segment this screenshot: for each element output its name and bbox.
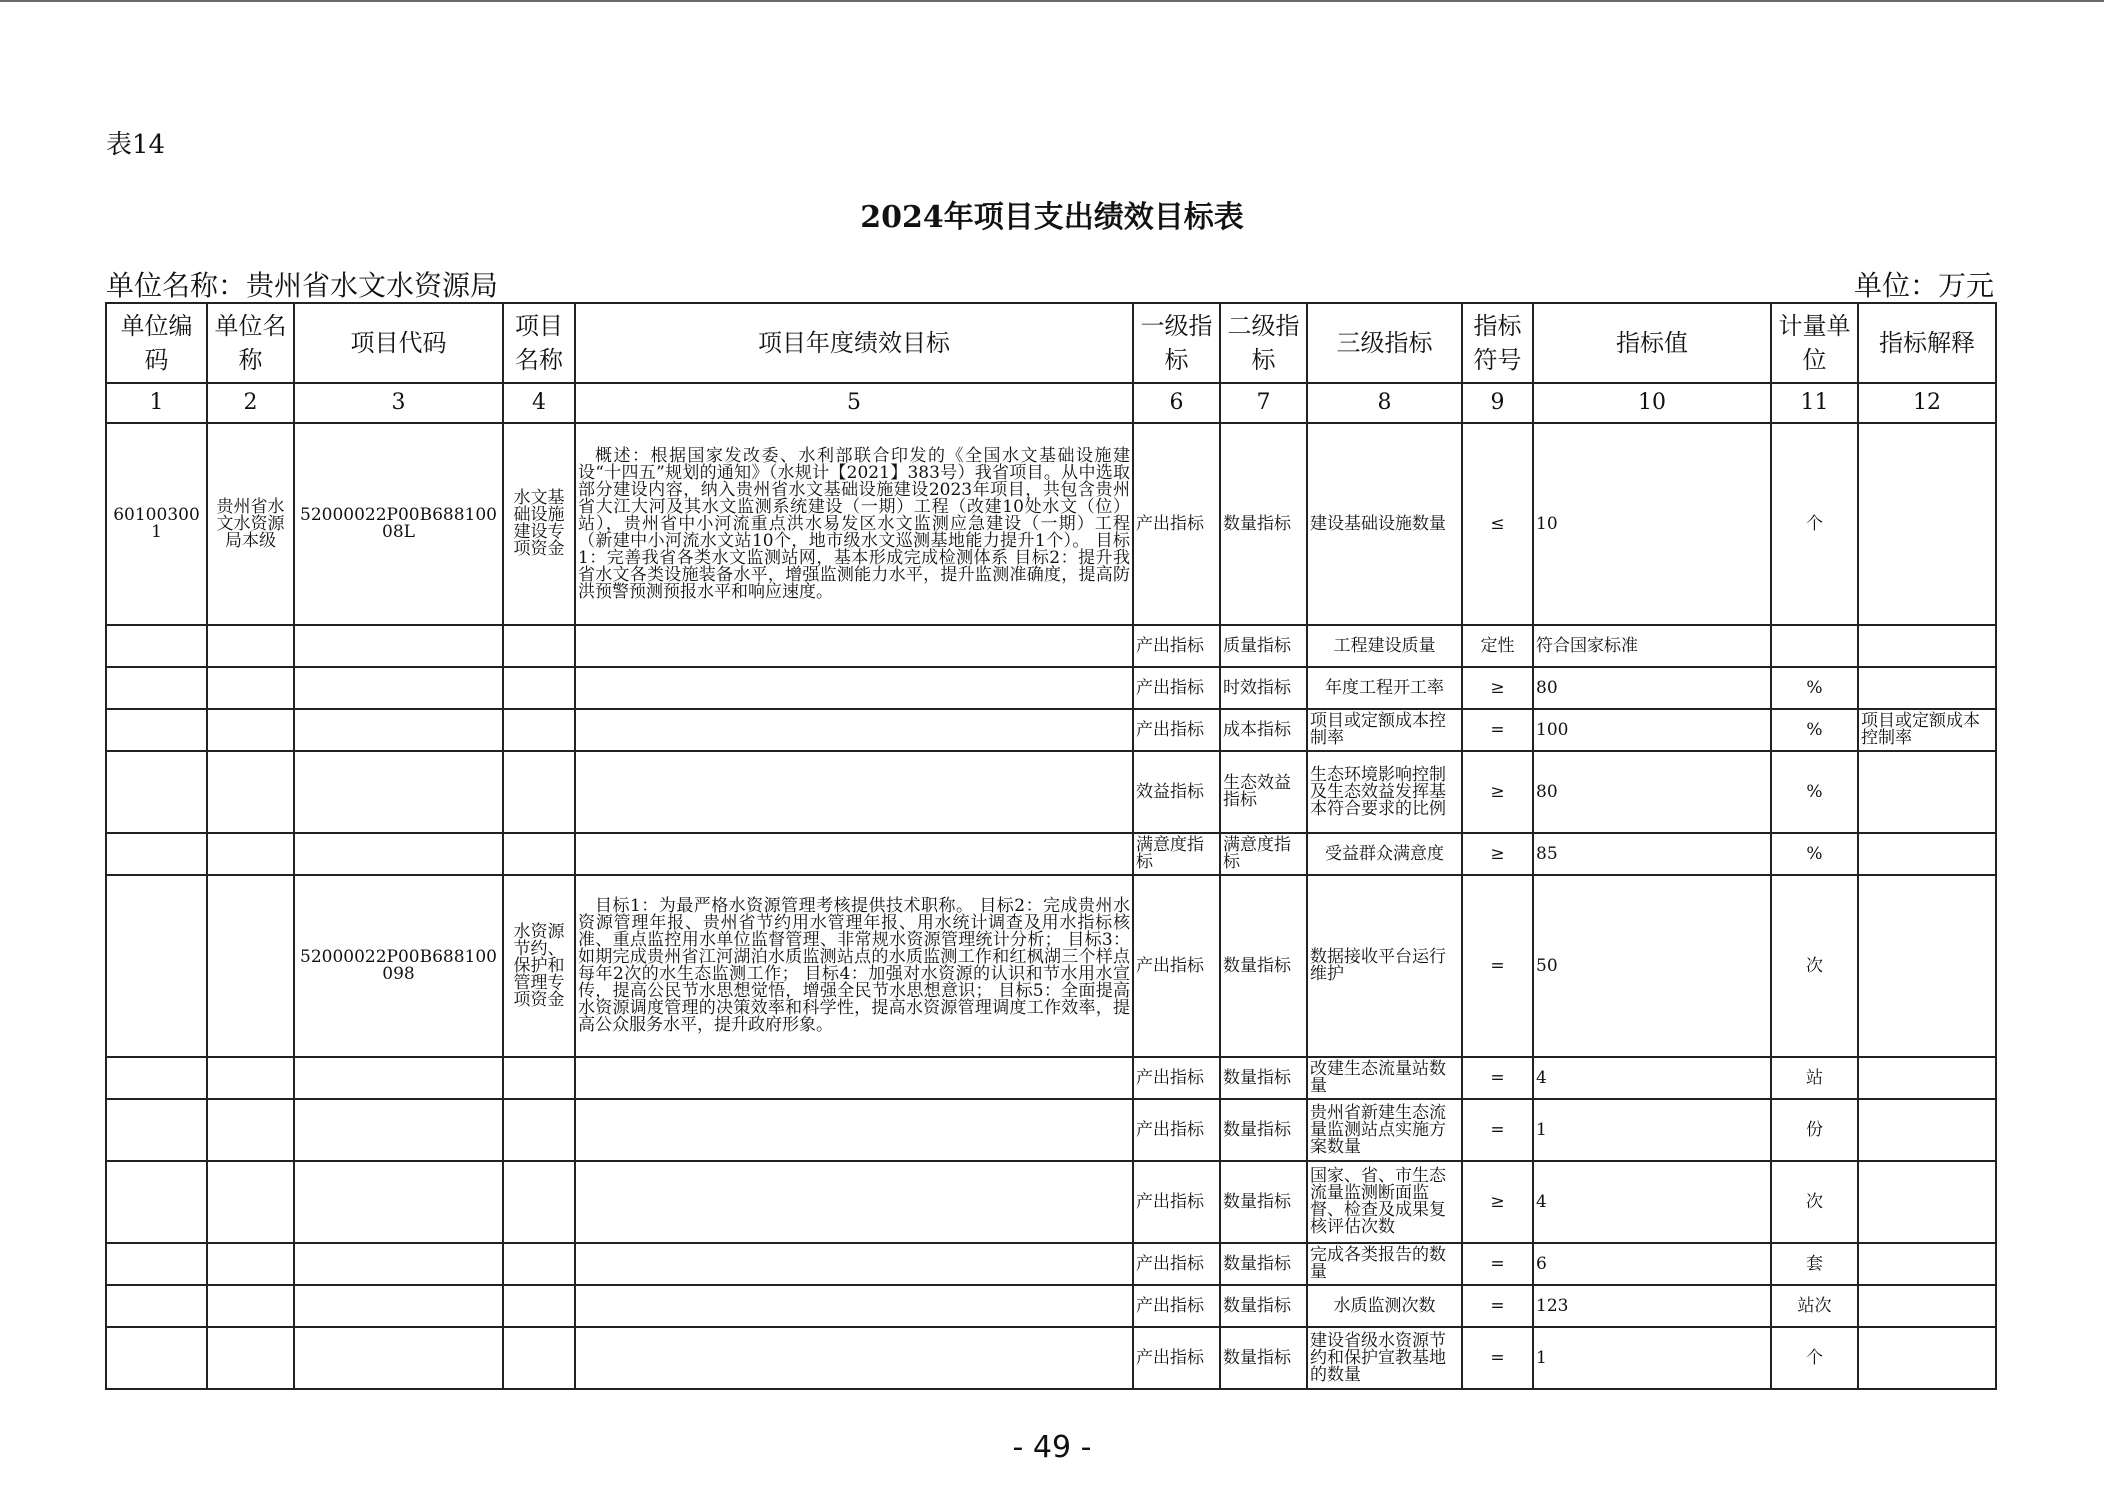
indicator-value: 80	[1533, 751, 1771, 833]
table-row	[106, 1057, 1996, 1099]
indicator-symbol: =	[1462, 875, 1533, 1057]
indicator-note	[1858, 875, 1996, 1057]
unit-code-cell: 601003001	[106, 423, 207, 625]
indicator-value: 100	[1533, 709, 1771, 751]
header-cell: 项目代码	[294, 303, 503, 383]
measure-unit: %	[1771, 709, 1858, 751]
header-cell: 一级指标	[1133, 303, 1220, 383]
level1-indicator: 产出指标	[1133, 1099, 1220, 1161]
level1-indicator: 产出指标	[1133, 625, 1220, 667]
indicator-value: 1	[1533, 1327, 1771, 1389]
level3-indicator: 建设基础设施数量	[1307, 423, 1462, 625]
header-row	[106, 303, 1996, 383]
level3-indicator: 受益群众满意度	[1307, 833, 1462, 875]
header-cell: 指标符号	[1462, 303, 1533, 383]
indicator-note	[1858, 1243, 1996, 1285]
level2-indicator: 数量指标	[1220, 1243, 1307, 1285]
project-name-cell: 水文基础设施建设专项资金	[503, 423, 575, 625]
level3-indicator: 国家、省、市生态流量监测断面监督、检查及成果复核评估次数	[1307, 1161, 1462, 1243]
indicator-note	[1858, 833, 1996, 875]
level3-indicator: 水质监测次数	[1307, 1285, 1462, 1327]
level1-indicator: 产出指标	[1133, 423, 1220, 625]
header-cell: 项目年度绩效目标	[575, 303, 1133, 383]
measure-unit: 份	[1771, 1099, 1858, 1161]
level2-indicator: 数量指标	[1220, 1285, 1307, 1327]
indicator-symbol: ≥	[1462, 833, 1533, 875]
table-row	[106, 1243, 1996, 1285]
measure-unit: 个	[1771, 1327, 1858, 1389]
level2-indicator: 生态效益指标	[1220, 751, 1307, 833]
table-row	[106, 709, 1996, 751]
column-number: 8	[1307, 383, 1462, 423]
indicator-symbol: =	[1462, 1243, 1533, 1285]
level2-indicator: 数量指标	[1220, 1057, 1307, 1099]
level1-indicator: 效益指标	[1133, 751, 1220, 833]
level2-indicator: 成本指标	[1220, 709, 1307, 751]
indicator-symbol: =	[1462, 1057, 1533, 1099]
indicator-value: 85	[1533, 833, 1771, 875]
indicator-value: 4	[1533, 1057, 1771, 1099]
header-cell: 单位编码	[106, 303, 207, 383]
indicator-note	[1858, 625, 1996, 667]
indicator-note	[1858, 1099, 1996, 1161]
header-cell: 三级指标	[1307, 303, 1462, 383]
indicator-symbol: =	[1462, 1285, 1533, 1327]
header-cell: 单位名称	[207, 303, 294, 383]
indicator-symbol: ≥	[1462, 667, 1533, 709]
table-row	[106, 625, 1996, 667]
measure-unit: %	[1771, 667, 1858, 709]
unit-name-cell: 贵州省水文水资源局本级	[207, 423, 294, 625]
indicator-note	[1858, 1057, 1996, 1099]
indicator-value: 123	[1533, 1285, 1771, 1327]
column-number: 11	[1771, 383, 1858, 423]
level2-indicator: 数量指标	[1220, 1161, 1307, 1243]
page-number: - 49 -	[1012, 1430, 1092, 1465]
table-row	[106, 833, 1996, 875]
column-number: 3	[294, 383, 503, 423]
indicator-symbol: =	[1462, 1327, 1533, 1389]
indicator-note: 项目或定额成本控制率	[1858, 709, 1996, 751]
header-cell: 指标解释	[1858, 303, 1996, 383]
measure-unit: 套	[1771, 1243, 1858, 1285]
indicator-value: 1	[1533, 1099, 1771, 1161]
level3-indicator: 改建生态流量站数量	[1307, 1057, 1462, 1099]
level3-indicator: 完成各类报告的数量	[1307, 1243, 1462, 1285]
indicator-symbol: =	[1462, 709, 1533, 751]
indicator-symbol: ≤	[1462, 423, 1533, 625]
level3-indicator: 年度工程开工率	[1307, 667, 1462, 709]
header-cell: 计量单位	[1771, 303, 1858, 383]
table-row	[106, 1099, 1996, 1161]
indicator-note	[1858, 1285, 1996, 1327]
column-number: 10	[1533, 383, 1771, 423]
level3-indicator: 生态环境影响控制及生态效益发挥基本符合要求的比例	[1307, 751, 1462, 833]
top-border-line	[0, 0, 2104, 2]
indicator-symbol: ≥	[1462, 751, 1533, 833]
table-row	[106, 1161, 1996, 1243]
unit-name-label: 单位名称：贵州省水文水资源局	[106, 269, 499, 302]
measure-unit: 站次	[1771, 1285, 1858, 1327]
level3-indicator: 数据接收平台运行维护	[1307, 875, 1462, 1057]
level3-indicator: 项目或定额成本控制率	[1307, 709, 1462, 751]
page-title: 2024年项目支出绩效目标表	[860, 200, 1244, 235]
indicator-value: 4	[1533, 1161, 1771, 1243]
table-row	[106, 1285, 1996, 1327]
level1-indicator: 产出指标	[1133, 1243, 1220, 1285]
level1-indicator: 产出指标	[1133, 1057, 1220, 1099]
indicator-note	[1858, 751, 1996, 833]
measure-unit: %	[1771, 751, 1858, 833]
project-code-cell: 52000022P00B68810008L	[294, 423, 503, 625]
level2-indicator: 数量指标	[1220, 423, 1307, 625]
table-row	[106, 751, 1996, 833]
level2-indicator: 数量指标	[1220, 1099, 1307, 1161]
column-number: 6	[1133, 383, 1220, 423]
measure-unit: %	[1771, 833, 1858, 875]
level1-indicator: 产出指标	[1133, 1285, 1220, 1327]
table-row	[106, 423, 1996, 625]
column-number-row	[106, 383, 1996, 423]
indicator-value: 80	[1533, 667, 1771, 709]
project-name-cell: 水资源节约、保护和管理专项资金	[503, 875, 575, 1057]
header-cell: 指标值	[1533, 303, 1771, 383]
currency-unit-label: 单位：万元	[1853, 269, 1994, 302]
measure-unit: 次	[1771, 875, 1858, 1057]
indicator-symbol: ≥	[1462, 1161, 1533, 1243]
indicator-note	[1858, 1161, 1996, 1243]
indicator-value: 50	[1533, 875, 1771, 1057]
level3-indicator: 贵州省新建生态流量监测站点实施方案数量	[1307, 1099, 1462, 1161]
indicator-note	[1858, 1327, 1996, 1389]
project-goal-cell: 目标1：为最严格水资源管理考核提供技术职称。 目标2：完成贵州水资源管理年报、贵州省节约用水管理年报、用水统计调查及用水指标核准、重点监控用水单位监督管理、非常规水资源管理统计分析； 目标3：如期完成贵州省江河湖泊水质监测站点的水质监测工作和红枫湖三个样点每年2次的水生态监测工作； 目标4：加强对水资源的认识和节水用水宣传，提高公民节水思想觉悟，增强全民节水思想意识； 目标5：全面提高水资源调度管理的决策效率和科学性，提高水资源管理调度工作效率，提高公众服务水平，提升政府形象。	[575, 875, 1133, 1057]
indicator-note	[1858, 667, 1996, 709]
level1-indicator: 产出指标	[1133, 1161, 1220, 1243]
project-goal-cell: 概述：根据国家发改委、水利部联合印发的《全国水文基础设施建设“十四五”规划的通知》（水规计【2021】383号）我省项目。从中选取部分建设内容，纳入贵州省水文基础设施建设2023年项目，共包含贵州省大江大河及其水文监测系统建设（一期）工程（改建10处水文（位）站），贵州省中小河流重点洪水易发区水文监测应急建设（一期）工程（新建中小河流水文站10个，地市级水文巡测基地能力提升1个）。 目标1：完善我省各类水文监测站网，基本形成完成检测体系 目标2：提升我省水文各类设施装备水平，增强监测能力水平，提升监测准确度，提高防洪预警预测预报水平和响应速度。	[575, 423, 1133, 625]
project-code-cell: 52000022P00B688100098	[294, 875, 503, 1057]
level1-indicator: 产出指标	[1133, 1327, 1220, 1389]
indicator-value: 6	[1533, 1243, 1771, 1285]
table-tag: 表14	[106, 130, 166, 160]
column-number: 9	[1462, 383, 1533, 423]
level2-indicator: 满意度指标	[1220, 833, 1307, 875]
level1-indicator: 产出指标	[1133, 709, 1220, 751]
column-number: 4	[503, 383, 575, 423]
performance-target-table	[105, 302, 1997, 1390]
level2-indicator: 质量指标	[1220, 625, 1307, 667]
level2-indicator: 数量指标	[1220, 875, 1307, 1057]
measure-unit	[1771, 625, 1858, 667]
header-cell: 项目名称	[503, 303, 575, 383]
level1-indicator: 产出指标	[1133, 667, 1220, 709]
level2-indicator: 数量指标	[1220, 1327, 1307, 1389]
indicator-symbol: =	[1462, 1099, 1533, 1161]
indicator-value: 10	[1533, 423, 1771, 625]
table-row	[106, 875, 1996, 1057]
column-number: 1	[106, 383, 207, 423]
column-number: 2	[207, 383, 294, 423]
level2-indicator: 时效指标	[1220, 667, 1307, 709]
indicator-note	[1858, 423, 1996, 625]
column-number: 12	[1858, 383, 1996, 423]
measure-unit: 个	[1771, 423, 1858, 625]
measure-unit: 站	[1771, 1057, 1858, 1099]
level1-indicator: 产出指标	[1133, 875, 1220, 1057]
table-row	[106, 667, 1996, 709]
column-number: 7	[1220, 383, 1307, 423]
table-row	[106, 1327, 1996, 1389]
indicator-symbol: 定性	[1462, 625, 1533, 667]
measure-unit: 次	[1771, 1161, 1858, 1243]
level1-indicator: 满意度指标	[1133, 833, 1220, 875]
header-cell: 二级指标	[1220, 303, 1307, 383]
column-number: 5	[575, 383, 1133, 423]
level3-indicator: 工程建设质量	[1307, 625, 1462, 667]
level3-indicator: 建设省级水资源节约和保护宣教基地的数量	[1307, 1327, 1462, 1389]
indicator-value: 符合国家标准	[1533, 625, 1771, 667]
